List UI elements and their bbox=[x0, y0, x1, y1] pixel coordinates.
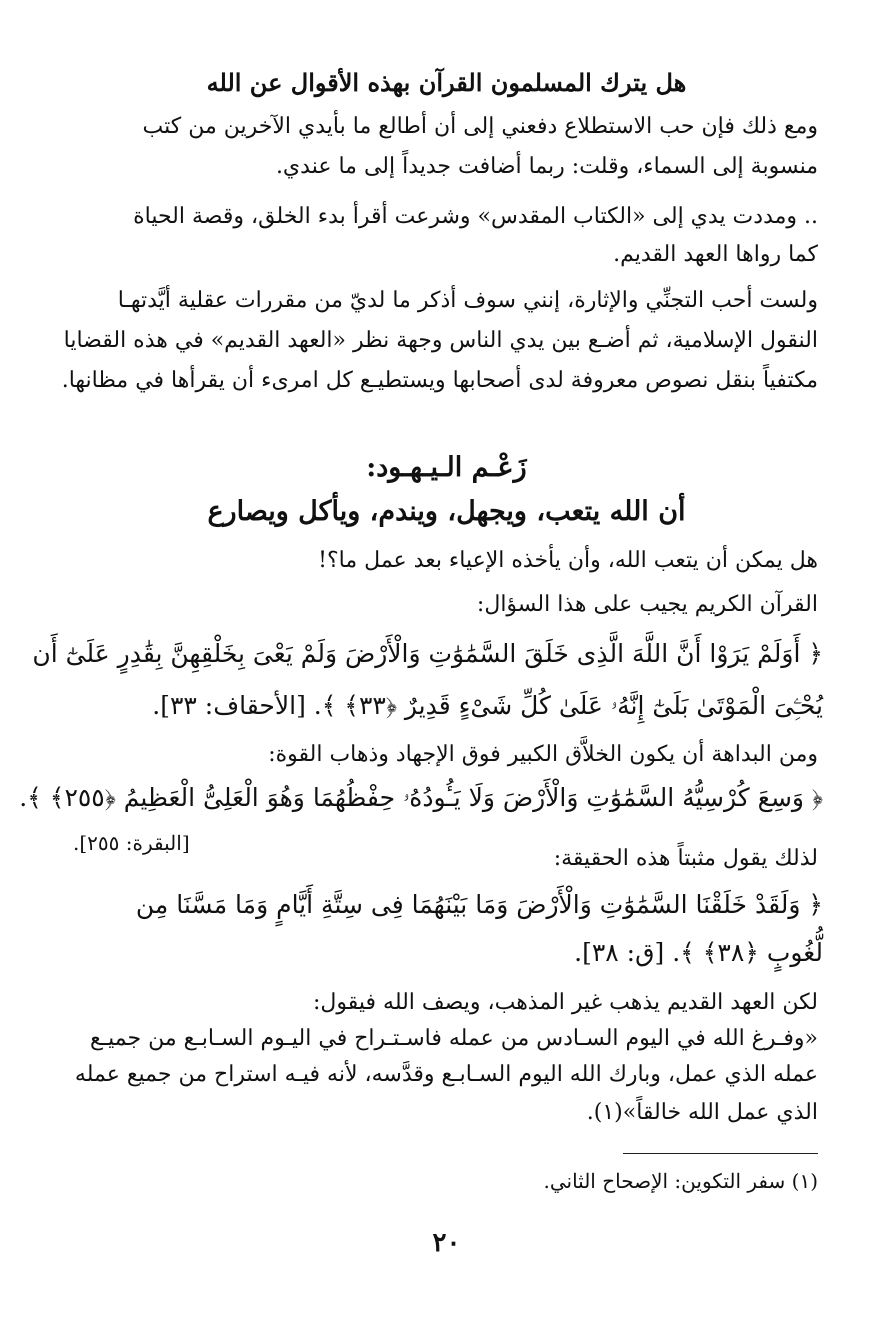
section-title: زَعْـم الـيـهـود: bbox=[366, 452, 527, 483]
paragraph-1-line-1: ومع ذلك فإن حب الاستطلاع دفعني إلى أن أطالع ما بأيدي الآخرين من كتب bbox=[142, 114, 818, 139]
footnote-divider bbox=[623, 1153, 818, 1154]
page-heading: هل يترك المسلمون القرآن بهذه الأقوال عن الله bbox=[206, 68, 687, 97]
intro-old-testament: لكن العهد القديم يذهب غير المذهب، ويصف الله فيقول: bbox=[312, 990, 818, 1015]
verse-ahqaf-line-2: يُحْـِۧىَ الْمَوْتَىٰ بَلَىٰٓ إِنَّهُۥ عَلَىٰ كُلِّ شَىْءٍ قَدِيرٌ ﴿٣٣﴾ ﴾. [الأحقاف: ٣٣]. bbox=[152, 691, 823, 720]
quote-line-3: الذي عمل الله خالقاً»(١). bbox=[586, 1100, 818, 1125]
paragraph-2-line-2: كما رواها العهد القديم. bbox=[613, 242, 818, 267]
paragraph-3-line-2: النقول الإسلامية، ثم أضـع بين يدي الناس وجهة نظر «العهد القديم» في هذه القضايا bbox=[63, 328, 818, 353]
paragraph-1-line-2: منسوبة إلى السماء، وقلت: ربما أضافت جديداً إلى ما عندي. bbox=[275, 154, 818, 179]
verse-baqarah: ﴿ وَسِعَ كُرْسِيُّهُ السَّمَٰوَٰتِ وَالْأَرْضَ وَلَا يَـُٔودُهُۥ حِفْظُهُمَا وَهُوَ الْعَلِىُّ الْعَظِيمُ ﴿٢٥٥﴾ ﴾. bbox=[19, 783, 823, 812]
verse-qaf-line-2: لُّغُوبٍ ﴿٣٨﴾ ﴾. [ق: ٣٨]. bbox=[574, 938, 823, 967]
verse-ahqaf-line-1: ﴿ أَوَلَمْ يَرَوْا أَنَّ اللَّهَ الَّذِى خَلَقَ السَّمَٰوَٰتِ وَالْأَرْضَ وَلَمْ يَعْىَ بِخَلْقِهِنَّ بِقَٰدِرٍ عَلَىٰٓ أَن bbox=[32, 639, 823, 668]
question-line: هل يمكن أن يتعب الله، وأن يأخذه الإعياء بعد عمل ما؟! bbox=[318, 548, 818, 573]
verse-qaf-line-1: ﴿ وَلَقَدْ خَلَقْنَا السَّمَٰوَٰتِ وَالْأَرْضَ وَمَا بَيْنَهُمَا فِى سِتَّةِ أَيَّامٍ وَمَا مَسَّنَا مِن bbox=[135, 890, 823, 919]
paragraph-2-line-1: .. ومددت يدي إلى «الكتاب المقدس» وشرعت أقرأ بدء الخلق، وقصة الحياة bbox=[133, 204, 818, 229]
intro-verse-3: لذلك يقول مثبتاً هذه الحقيقة: bbox=[553, 846, 818, 871]
intro-verse-2: ومن البداهة أن يكون الخلاَّق الكبير فوق الإجهاد وذهاب القوة: bbox=[268, 742, 818, 767]
paragraph-3-line-1: ولست أحب التجنِّي والإثارة، إنني سوف أذكر ما لديّ من مقررات عقلية أيَّدتهـا bbox=[117, 288, 818, 313]
quote-line-2: عمله الذي عمل، وبارك الله اليوم السـابـع وقدَّسه، لأنه فيـه استراح من جميع عمله bbox=[74, 1062, 818, 1087]
quote-line-1: «وفـرغ الله في اليوم السـادس من عمله فاسـتـراح في اليـوم السـابـع من جميـع bbox=[90, 1026, 818, 1051]
paragraph-3-line-3: مكتفياً بنقل نصوص معروفة لدى أصحابها ويستطيـع كل امرىء أن يقرأها في مظانها. bbox=[61, 368, 818, 393]
footnote: (١) سفر التكوين: الإصحاح الثاني. bbox=[543, 1169, 818, 1193]
page-number: ٢٠ bbox=[432, 1228, 461, 1258]
ref-baqarah: [البقرة: ٢٥٥]. bbox=[73, 831, 190, 855]
quran-answers-line: القرآن الكريم يجيب على هذا السؤال: bbox=[476, 592, 818, 617]
section-subtitle: أن الله يتعب، ويجهل، ويندم، ويأكل ويصارع bbox=[207, 496, 686, 527]
